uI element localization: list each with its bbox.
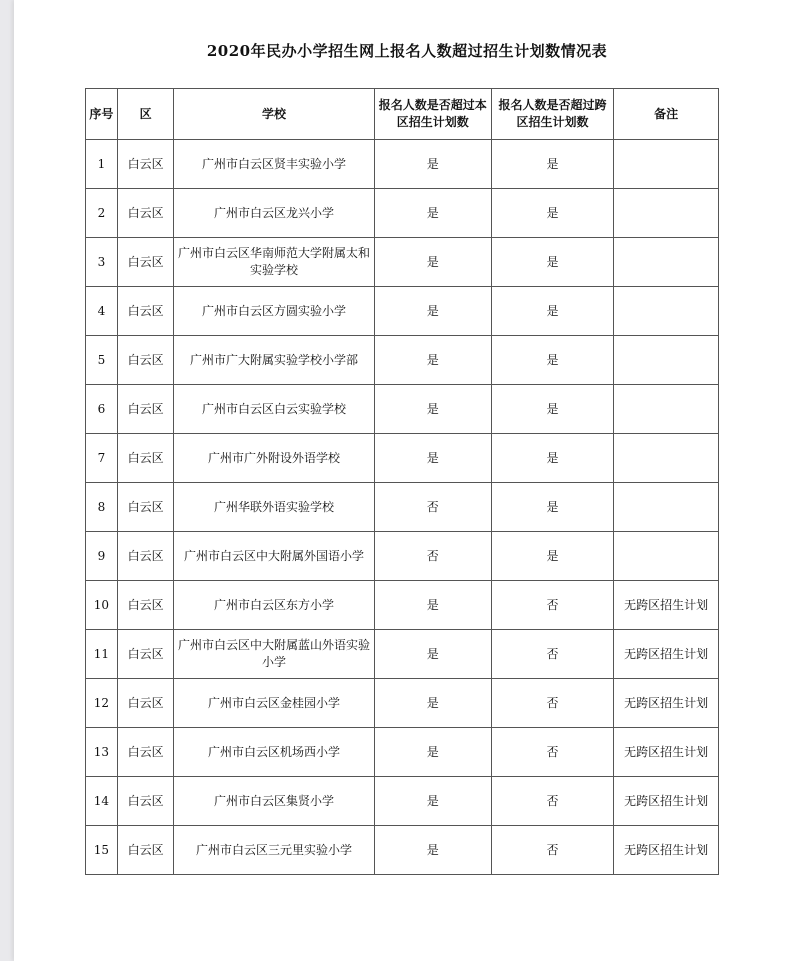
- cell-district: 白云区: [117, 483, 174, 532]
- cell-school: 广州市白云区中大附属蓝山外语实验小学: [174, 630, 374, 679]
- header-note: 备注: [614, 89, 719, 140]
- cell-no: 7: [86, 434, 118, 483]
- table-row: [86, 630, 719, 679]
- table-row: [86, 728, 719, 777]
- cell-no: 14: [86, 777, 118, 826]
- enrollment-table: [85, 88, 719, 875]
- cell-note: 无跨区招生计划: [614, 679, 719, 728]
- table-row: [86, 679, 719, 728]
- document-title: 2020年民办小学招生网上报名人数超过招生计划数情况表: [206, 42, 608, 60]
- cell-school: 广州市白云区机场西小学: [174, 728, 374, 777]
- header-over-local: 报名人数是否超过本区招生计划数: [374, 89, 491, 140]
- table-row: [86, 826, 719, 875]
- cell-over-local: 是: [374, 434, 491, 483]
- cell-over-cross: 是: [491, 238, 613, 287]
- table-row: [86, 483, 719, 532]
- table-row: [86, 287, 719, 336]
- cell-over-local: 否: [374, 532, 491, 581]
- cell-no: 13: [86, 728, 118, 777]
- table-row: [86, 777, 719, 826]
- cell-over-cross: 是: [491, 140, 613, 189]
- cell-over-cross: 是: [491, 532, 613, 581]
- table-header-row: [86, 89, 719, 140]
- header-over-cross: 报名人数是否超过跨区招生计划数: [491, 89, 613, 140]
- cell-over-cross: 否: [491, 826, 613, 875]
- cell-over-cross: 是: [491, 483, 613, 532]
- cell-note: [614, 189, 719, 238]
- cell-over-local: 否: [374, 483, 491, 532]
- cell-district: 白云区: [117, 140, 174, 189]
- cell-note: [614, 385, 719, 434]
- cell-no: 10: [86, 581, 118, 630]
- cell-over-local: 是: [374, 581, 491, 630]
- cell-school: 广州市白云区华南师范大学附属太和实验学校: [174, 238, 374, 287]
- cell-district: 白云区: [117, 385, 174, 434]
- cell-no: 4: [86, 287, 118, 336]
- cell-no: 6: [86, 385, 118, 434]
- cell-no: 5: [86, 336, 118, 385]
- cell-over-cross: 是: [491, 336, 613, 385]
- table-row: [86, 238, 719, 287]
- cell-over-cross: 否: [491, 679, 613, 728]
- cell-no: 1: [86, 140, 118, 189]
- cell-district: 白云区: [117, 434, 174, 483]
- table-body: [86, 140, 719, 875]
- cell-over-local: 是: [374, 679, 491, 728]
- cell-note: 无跨区招生计划: [614, 630, 719, 679]
- cell-over-local: 是: [374, 287, 491, 336]
- header-school: 学校: [174, 89, 374, 140]
- cell-over-local: 是: [374, 777, 491, 826]
- cell-district: 白云区: [117, 826, 174, 875]
- table-row: [86, 140, 719, 189]
- cell-over-cross: 是: [491, 189, 613, 238]
- cell-school: 广州市白云区三元里实验小学: [174, 826, 374, 875]
- cell-no: 11: [86, 630, 118, 679]
- cell-over-cross: 否: [491, 777, 613, 826]
- cell-over-cross: 是: [491, 385, 613, 434]
- cell-no: 12: [86, 679, 118, 728]
- cell-district: 白云区: [117, 189, 174, 238]
- cell-note: 无跨区招生计划: [614, 728, 719, 777]
- cell-no: 15: [86, 826, 118, 875]
- cell-over-local: 是: [374, 826, 491, 875]
- cell-note: [614, 483, 719, 532]
- cell-note: 无跨区招生计划: [614, 777, 719, 826]
- header-district: 区: [117, 89, 174, 140]
- table-row: [86, 189, 719, 238]
- cell-no: 9: [86, 532, 118, 581]
- cell-district: 白云区: [117, 336, 174, 385]
- cell-note: [614, 434, 719, 483]
- cell-school: 广州市白云区方圆实验小学: [174, 287, 374, 336]
- cell-over-local: 是: [374, 336, 491, 385]
- cell-note: [614, 287, 719, 336]
- table-row: [86, 581, 719, 630]
- cell-no: 3: [86, 238, 118, 287]
- cell-school: 广州市白云区集贤小学: [174, 777, 374, 826]
- header-no: 序号: [86, 89, 118, 140]
- cell-no: 2: [86, 189, 118, 238]
- cell-over-local: 是: [374, 238, 491, 287]
- cell-district: 白云区: [117, 532, 174, 581]
- document-page: [14, 0, 800, 961]
- cell-district: 白云区: [117, 630, 174, 679]
- cell-note: [614, 532, 719, 581]
- cell-district: 白云区: [117, 238, 174, 287]
- cell-over-local: 是: [374, 140, 491, 189]
- table-row: [86, 385, 719, 434]
- cell-district: 白云区: [117, 777, 174, 826]
- cell-no: 8: [86, 483, 118, 532]
- cell-school: 广州市白云区金桂园小学: [174, 679, 374, 728]
- cell-school: 广州市广外附设外语学校: [174, 434, 374, 483]
- cell-school: 广州市白云区中大附属外国语小学: [174, 532, 374, 581]
- cell-school: 广州市白云区白云实验学校: [174, 385, 374, 434]
- cell-school: 广州华联外语实验学校: [174, 483, 374, 532]
- cell-district: 白云区: [117, 287, 174, 336]
- cell-note: 无跨区招生计划: [614, 826, 719, 875]
- cell-school: 广州市白云区东方小学: [174, 581, 374, 630]
- cell-school: 广州市广大附属实验学校小学部: [174, 336, 374, 385]
- cell-district: 白云区: [117, 679, 174, 728]
- cell-district: 白云区: [117, 728, 174, 777]
- cell-over-local: 是: [374, 385, 491, 434]
- cell-over-cross: 否: [491, 728, 613, 777]
- table-row: [86, 532, 719, 581]
- cell-over-cross: 否: [491, 581, 613, 630]
- cell-note: [614, 140, 719, 189]
- cell-over-local: 是: [374, 189, 491, 238]
- table-row: [86, 434, 719, 483]
- cell-note: [614, 336, 719, 385]
- cell-over-local: 是: [374, 728, 491, 777]
- cell-over-cross: 是: [491, 287, 613, 336]
- table-row: [86, 336, 719, 385]
- cell-school: 广州市白云区龙兴小学: [174, 189, 374, 238]
- cell-school: 广州市白云区贤丰实验小学: [174, 140, 374, 189]
- cell-note: 无跨区招生计划: [614, 581, 719, 630]
- cell-note: [614, 238, 719, 287]
- cell-over-cross: 是: [491, 434, 613, 483]
- cell-district: 白云区: [117, 581, 174, 630]
- cell-over-cross: 否: [491, 630, 613, 679]
- cell-over-local: 是: [374, 630, 491, 679]
